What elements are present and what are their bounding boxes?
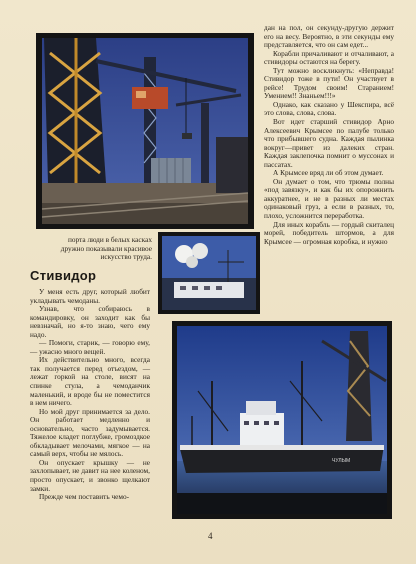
right-paragraph-2: Корабли причаливают и отчаливают, а стивидоры остаются на берегу. <box>264 48 394 67</box>
right-paragraph-5: Вот идет старший стивидор Арно Алексеевич Крымсее по палубе только что прибывшего судна. Каждая пылинка вокруг—привет из далеких стран. Каждая заклепочка помнит о муссонах и пассатах. <box>264 117 394 169</box>
caption-line-1: порта люди в белых касках <box>68 235 152 244</box>
caption-continuation <box>30 236 152 262</box>
left-paragraph-4: Их действительно много, всегда так получается перед отъездом, — лежат горкой на столе, висят на спинке стула, а чемоданчик маленький, и вроде бы не поместится в нем ничего. <box>30 355 150 408</box>
right-paragraph-4: Однако, как сказано у Шекспира, всё это слова, слова, слова. <box>264 99 394 118</box>
section-heading: Стивидор <box>30 268 97 283</box>
right-paragraph-8: Для иных корабль — гордый скиталец морей, победитель штормов, а для Крымсее — огромная коробка, и нужно <box>264 219 394 246</box>
ship-hull-lettering: ЧУЛЫМ <box>332 458 351 464</box>
right-paragraph-7: Он думает о том, что трюмы полны «под завязку», и как бы их опорожнить аккуратнее, и не в разных ли местах одинаковый груз, а если в разных, то, плохо, усложнится переработка. <box>264 176 394 221</box>
right-paragraph-3: Тут можно воскликнуть: «Неправда! Стивидор тоже в пути! Он участвует в рейсе! Трудом своим! Старанием! Умением!! Знаньем!!!» <box>264 65 394 101</box>
caption-line-2: дружно показывали красивое <box>60 243 152 253</box>
left-paragraph-7: Прежде чем поставить чемо- <box>39 492 130 502</box>
left-paragraph-3: — Помоги, старик, — говорю ему, — ужасно много вещей. <box>30 338 150 356</box>
caption-line-3: искусство труда. <box>100 252 152 262</box>
left-paragraph-1: У меня есть друг, который любит укладывать чемоданы. <box>30 287 150 305</box>
right-paragraph-6: А Крымсее вряд ли об этом думает. <box>273 168 384 178</box>
page-number: 4 <box>208 531 213 541</box>
left-paragraph-5: Но мой друг принимается за дело. Он работает медленно и основательно, часто задумывается. Тяжелое кладет поглубже, громоздкое обкладывает мелочами, мягкое — на самый верх, чтобы не мялось. <box>30 406 150 459</box>
left-paragraph-2: Узнав, что собираюсь в командировку, он заходит как бы невзначай, но я-то знаю, чего ему надо. <box>30 304 150 339</box>
left-column-text <box>30 288 150 502</box>
photo-port-cranes <box>36 33 254 229</box>
right-column-text <box>264 24 394 246</box>
right-paragraph-1: дан на пол, он секунду-другую держит его на весу. Вероятно, в эти секунды ему представляется, что он сам едет... <box>264 23 394 50</box>
left-paragraph-6: Он опускает крышку — не захлопывает, не давит на нее коленом, просто опускает, и звонко щелкают замки. <box>30 457 150 493</box>
photo-ship-deck <box>158 232 260 314</box>
photo-cargo-ships <box>172 321 392 519</box>
